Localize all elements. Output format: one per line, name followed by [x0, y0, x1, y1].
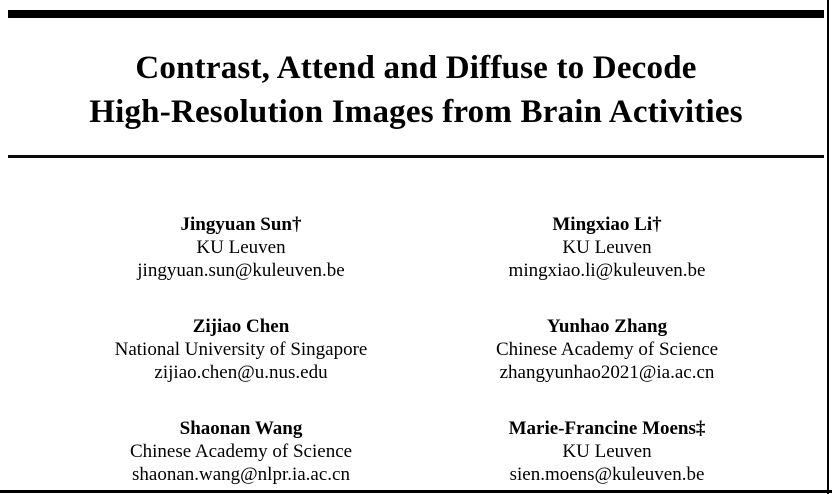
author-name: Zijiao Chen: [192, 316, 290, 337]
author-affiliation: National University of Singapore: [114, 339, 368, 360]
author-name: Jingyuan Sun†: [180, 214, 302, 235]
author-affiliation: Chinese Academy of Science: [495, 339, 719, 360]
paper-title-line-2: High-Resolution Images from Brain Activities: [89, 94, 743, 130]
author-email: shaonan.wang@nlpr.ia.ac.cn: [132, 464, 350, 485]
author-email: mingxiao.li@kuleuven.be: [508, 260, 706, 281]
author-block-zijiao-chen: [58, 315, 424, 384]
author-name: Mingxiao Li†: [552, 214, 662, 235]
paper-title-line-1: Contrast, Attend and Diffuse to Decode: [135, 50, 697, 86]
author-email: sien.moens@kuleuven.be: [509, 464, 705, 485]
author-name: Shaonan Wang: [179, 418, 303, 439]
page-right-border: [827, 0, 829, 494]
paper-title: [0, 46, 832, 134]
author-name: Marie-Francine Moens‡: [508, 418, 706, 439]
author-block-yunhao-zhang: [424, 315, 790, 384]
author-affiliation: KU Leuven: [562, 441, 652, 462]
author-block-jingyuan-sun: [58, 213, 424, 282]
author-email: zijiao.chen@u.nus.edu: [154, 362, 328, 383]
author-block-marie-francine-moens: [424, 417, 790, 486]
author-affiliation: KU Leuven: [562, 237, 652, 258]
page-bottom-border: [0, 490, 832, 493]
top-rule: [8, 10, 824, 18]
author-affiliation: Chinese Academy of Science: [129, 441, 353, 462]
author-email: jingyuan.sun@kuleuven.be: [137, 260, 345, 281]
authors-block: [58, 213, 790, 486]
author-block-mingxiao-li: [424, 213, 790, 282]
author-email: zhangyunhao2021@ia.ac.cn: [499, 362, 715, 383]
author-block-shaonan-wang: [58, 417, 424, 486]
title-separator-rule: [8, 155, 824, 158]
author-name: Yunhao Zhang: [546, 316, 668, 337]
author-affiliation: KU Leuven: [196, 237, 286, 258]
